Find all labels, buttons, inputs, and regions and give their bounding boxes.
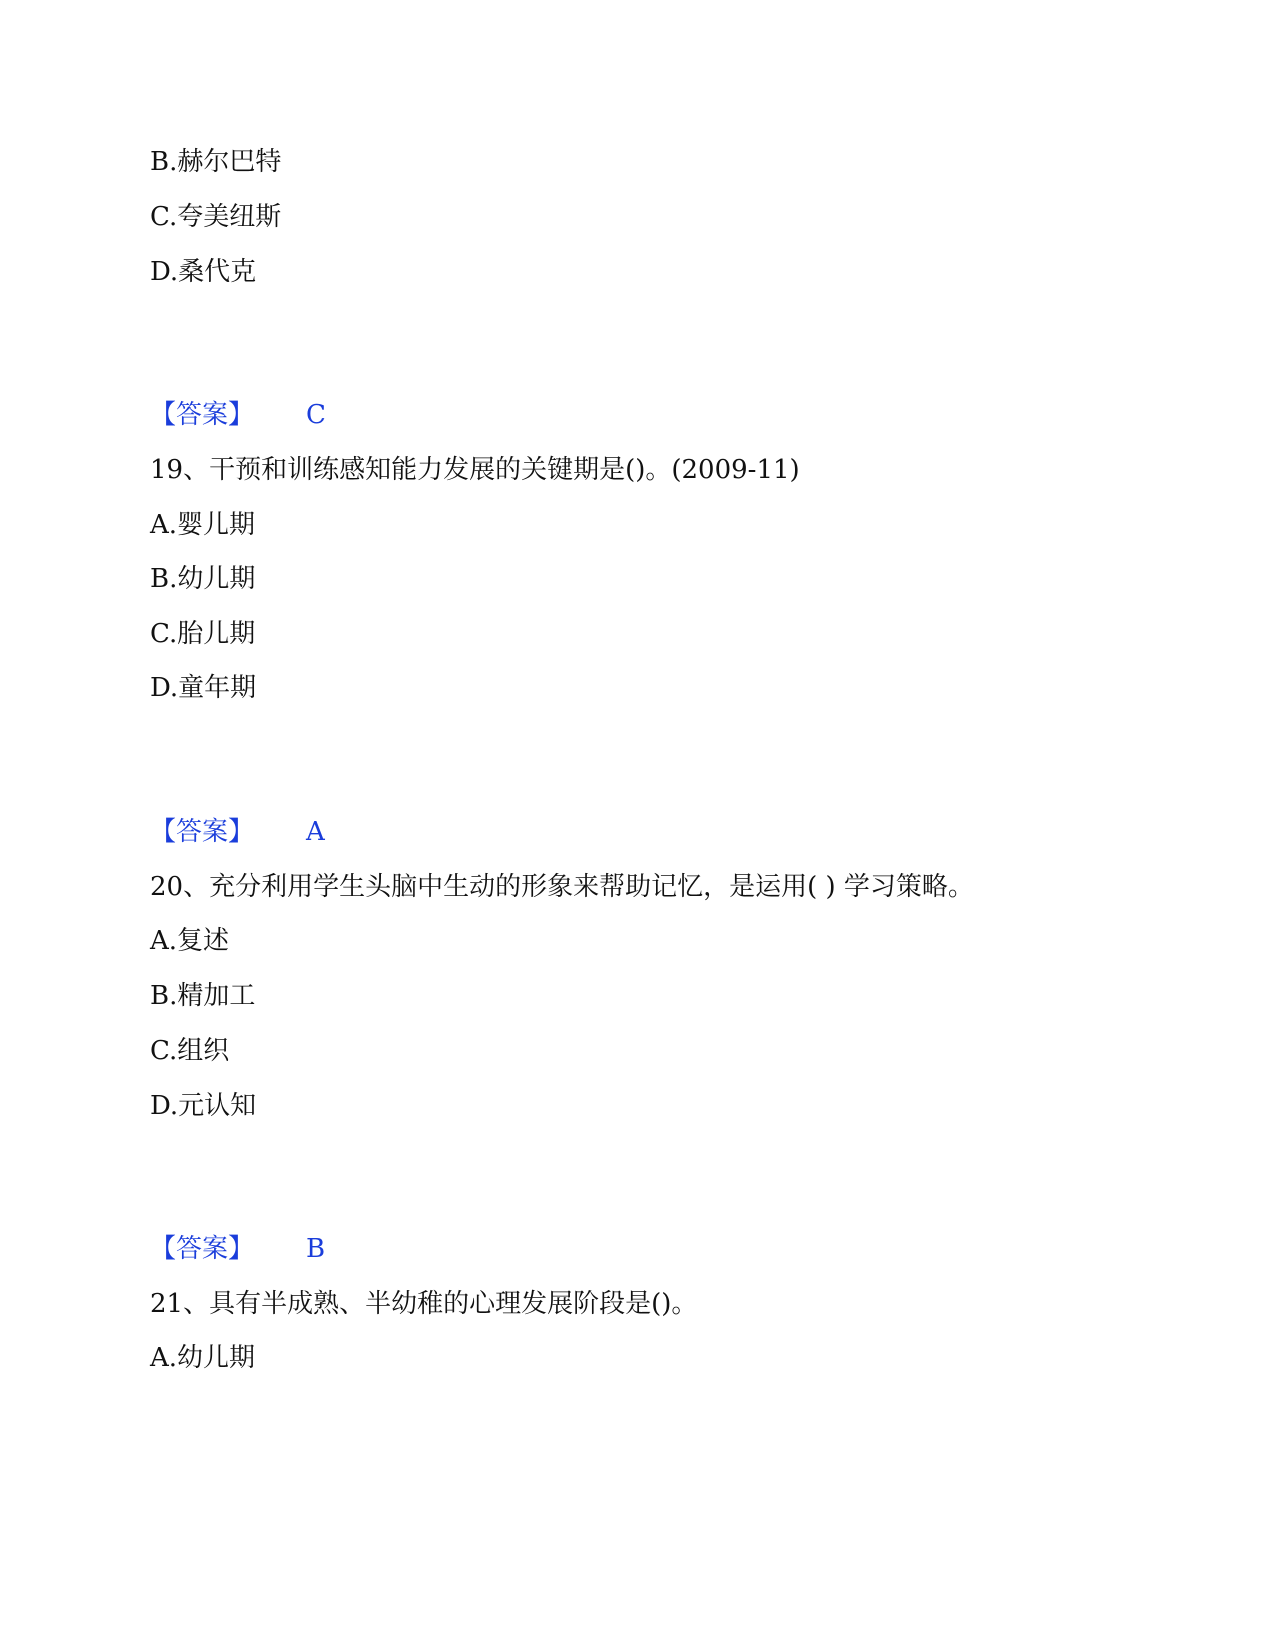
answer-q20 xyxy=(150,1232,325,1266)
answer-q19 xyxy=(150,815,325,849)
option-q18-b: B.赫尔巴特 xyxy=(150,147,282,177)
option-q19-a: A.婴儿期 xyxy=(150,510,256,540)
option-q20-b: B.精加工 xyxy=(150,981,256,1011)
answer-value: C xyxy=(306,400,326,430)
question-19: 19、干预和训练感知能力发展的关键期是()。(2009-11) xyxy=(150,455,800,485)
answer-label: 【答案】 xyxy=(150,400,255,430)
answer-q18 xyxy=(150,398,326,432)
option-q20-d: D.元认知 xyxy=(150,1091,257,1121)
answer-value: A xyxy=(306,817,325,847)
question-21: 21、具有半成熟、半幼稚的心理发展阶段是()。 xyxy=(150,1289,698,1319)
option-q19-d: D.童年期 xyxy=(150,673,257,703)
option-q18-d: D.桑代克 xyxy=(150,257,257,287)
answer-value: B xyxy=(306,1234,326,1264)
answer-label: 【答案】 xyxy=(150,1234,255,1264)
option-q19-c: C.胎儿期 xyxy=(150,619,256,649)
answer-label: 【答案】 xyxy=(150,817,255,847)
option-q20-a: A.复述 xyxy=(150,926,230,956)
question-20: 20、充分利用学生头脑中生动的形象来帮助记忆，是运用( ) 学习策略。 xyxy=(150,872,974,902)
option-q18-c: C.夸美纽斯 xyxy=(150,202,282,232)
option-q19-b: B.幼儿期 xyxy=(150,564,256,594)
option-q21-a: A.幼儿期 xyxy=(150,1343,256,1373)
option-q20-c: C.组织 xyxy=(150,1036,230,1066)
